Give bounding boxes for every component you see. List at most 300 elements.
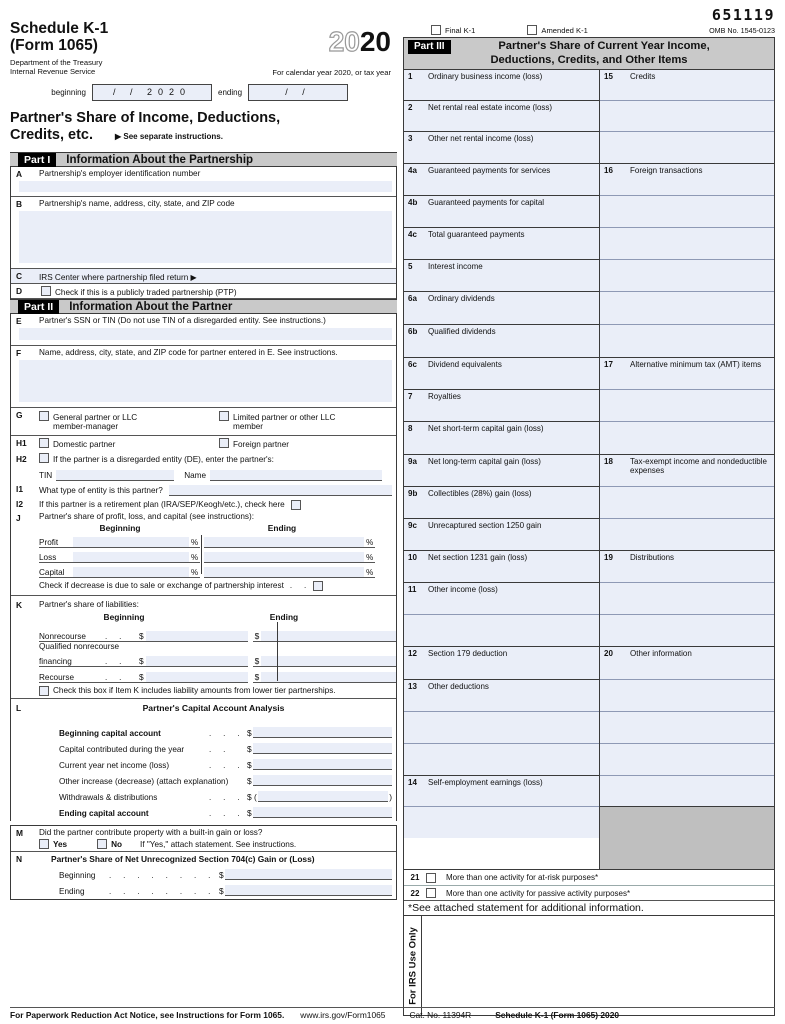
- k-qualified-label-line2: financing: [39, 657, 105, 667]
- main-title-line1: Partner's Share of Income, Deductions,: [10, 109, 281, 126]
- line-17-blank-1[interactable]: [600, 390, 774, 422]
- line-20-cell[interactable]: [600, 647, 774, 680]
- l-row-other-increase: [11, 770, 396, 786]
- k-nonrecourse-row: Nonrecourse . . $ $: [11, 622, 396, 642]
- omb-number: OMB No. 1545-0123: [709, 26, 775, 35]
- field-j-section: [11, 512, 396, 595]
- k-nonrecourse-beginning-input[interactable]: [146, 631, 248, 642]
- j-ending-header: Ending: [267, 523, 297, 534]
- line-20-blank-2[interactable]: [600, 712, 774, 744]
- line-18-cell[interactable]: [600, 455, 774, 487]
- line-20-blank-3[interactable]: [600, 744, 774, 776]
- part3-right-column: [600, 70, 774, 869]
- field-h2-letter: H2: [16, 454, 27, 465]
- field-k-label: Partner's share of liabilities:: [39, 600, 139, 610]
- final-k1-checkbox[interactable]: [431, 25, 441, 35]
- tin-name-row: [11, 468, 396, 483]
- line-18-num: 18: [604, 457, 613, 466]
- ending-date-input[interactable]: / /: [248, 84, 348, 101]
- l-dollar-4: $ (: [247, 792, 257, 803]
- item-22-label: More than one activity for passive activity purposes*: [446, 888, 631, 898]
- l-input-beginning-capital[interactable]: [253, 727, 392, 738]
- line-20-label: Other information: [630, 649, 692, 658]
- irs-url[interactable]: www.irs.gov/Form1065: [300, 1010, 386, 1020]
- field-e-letter: E: [16, 316, 22, 327]
- field-b-input[interactable]: [19, 211, 392, 263]
- j-loss-label: Loss: [39, 553, 73, 563]
- general-partner-checkbox[interactable]: [39, 411, 49, 421]
- k-qualified-row: financing . . $ $: [11, 653, 396, 667]
- beginning-date-input[interactable]: / / 2020: [92, 84, 212, 101]
- line-4c-label: Total guaranteed payments: [428, 230, 525, 239]
- k1-status-checkboxes: [403, 25, 709, 35]
- line-17-num: 17: [604, 360, 613, 369]
- m-no-checkbox[interactable]: [97, 839, 107, 849]
- left-column: [10, 8, 397, 900]
- line-10-num: 10: [408, 553, 417, 562]
- tax-year-hollow: 20: [328, 26, 360, 57]
- l-input-withdrawals[interactable]: [258, 791, 388, 802]
- catalog-number: Cat. No. 11394R: [409, 1010, 472, 1020]
- field-n-row: [11, 852, 396, 899]
- field-l-title: Partner's Capital Account Analysis: [142, 703, 285, 714]
- part1-title: Information About the Partnership: [66, 153, 254, 166]
- line-16-blank-5[interactable]: [600, 325, 774, 358]
- items-21-22-block: [403, 870, 775, 916]
- line-4c-cell[interactable]: [404, 228, 599, 260]
- field-h1-letter: H1: [16, 438, 27, 449]
- line-14-label: Self-employment earnings (loss): [428, 778, 543, 787]
- k-qualified-ending-input[interactable]: [261, 656, 396, 667]
- line-9a-num: 9a: [408, 457, 417, 466]
- line-19-cell[interactable]: [600, 551, 774, 583]
- line-16-num: 16: [604, 166, 613, 175]
- line-8-label: Net short-term capital gain (loss): [428, 424, 544, 433]
- item-21-label: More than one activity for at-risk purposes*: [446, 873, 599, 882]
- line-12-cell[interactable]: [404, 647, 599, 680]
- field-a-label: Partnership's employer identification number: [39, 169, 201, 179]
- n-label-beginning: Beginning: [59, 871, 96, 881]
- field-f-label: Name, address, city, state, and ZIP code for partner entered in E. See instructions.: [39, 348, 338, 358]
- field-g-row: [11, 408, 396, 436]
- h1-option1-label: Domestic partner: [53, 440, 116, 450]
- calendar-year-text: For calendar year 2020, or tax year: [272, 68, 391, 77]
- h1-option2-label: Foreign partner: [233, 440, 289, 450]
- line-19-label: Distributions: [630, 553, 675, 562]
- l-label-4: Withdrawals & distributions: [59, 793, 158, 803]
- disregarded-entity-checkbox[interactable]: [39, 453, 49, 463]
- line-4b-label: Guaranteed payments for capital: [428, 198, 545, 207]
- line-6a-cell[interactable]: [404, 292, 599, 325]
- field-l-letter: L: [16, 703, 22, 714]
- k-recourse-ending-input[interactable]: [261, 672, 396, 683]
- line-1-cell[interactable]: [404, 70, 599, 101]
- line-2-cell[interactable]: [404, 101, 599, 132]
- field-a-letter: A: [16, 169, 23, 180]
- field-g-options: [11, 411, 396, 431]
- j-loss-beginning-pct: %: [191, 553, 199, 563]
- tax-period-row: [10, 84, 397, 101]
- j-capital-label: Capital: [39, 568, 73, 578]
- field-l-section: [11, 699, 396, 821]
- right-column: [403, 8, 775, 1016]
- line-10-cell[interactable]: [404, 551, 599, 583]
- line-6c-num: 6c: [408, 360, 417, 369]
- line-11-num: 11: [408, 585, 417, 594]
- field-j-letter: J: [16, 513, 21, 524]
- line-15-cell[interactable]: [600, 70, 774, 101]
- field-a-input[interactable]: [19, 181, 392, 192]
- line-18-blank-1[interactable]: [600, 487, 774, 519]
- line-14-overflow[interactable]: [404, 807, 599, 838]
- line-14-cell[interactable]: [404, 776, 599, 807]
- l-label-0: Beginning capital account: [59, 729, 161, 739]
- line-16-blank-4[interactable]: [600, 292, 774, 325]
- k-qualified-end-dollar: $: [254, 656, 260, 667]
- j-loss-ending-pct: %: [366, 553, 374, 563]
- part2-title: Information About the Partner: [69, 300, 233, 313]
- form-number: (Form 1065): [10, 37, 98, 55]
- m-yes-checkbox[interactable]: [39, 839, 49, 849]
- irs-shaded-block: [599, 807, 774, 869]
- line-17-label: Alternative minimum tax (AMT) items: [630, 360, 762, 369]
- line-12-num: 12: [408, 649, 417, 658]
- line-14-num: 14: [408, 778, 417, 787]
- l-label-1: Capital contributed during the year: [59, 745, 185, 755]
- field-c-letter: C: [16, 271, 23, 282]
- k-nonrecourse-beg-dollar: $: [139, 631, 144, 642]
- line-19-blank-1[interactable]: [600, 583, 774, 615]
- line-9c-num: 9c: [408, 521, 417, 530]
- k-divider: [277, 622, 278, 681]
- field-e-row: [11, 314, 396, 346]
- j-rows: [11, 533, 396, 578]
- field-b-label: Partnership's name, address, city, state, and ZIP code: [39, 199, 235, 209]
- irs-use-only-text: For IRS Use Only: [407, 926, 418, 1005]
- final-k1-label: Final K-1: [445, 25, 476, 35]
- j-profit-beginning-pct: %: [191, 538, 199, 548]
- part1-tag: Part I: [18, 153, 56, 167]
- amended-k1-label: Amended K-1: [541, 25, 588, 35]
- see-separate-instructions: ▶ See separate instructions.: [115, 131, 223, 141]
- line-4c-num: 4c: [408, 230, 417, 239]
- j-profit-label: Profit: [39, 538, 73, 548]
- item-22-num: 22: [410, 888, 420, 898]
- line-3-cell[interactable]: [404, 132, 599, 164]
- field-d-label: Check if this is a publicly traded partnership (PTP): [55, 288, 237, 298]
- field-h2-content: [11, 453, 396, 464]
- line-16-cell[interactable]: [600, 164, 774, 196]
- line-16-blank-1[interactable]: [600, 196, 774, 228]
- irs-use-only-block: [403, 916, 775, 1016]
- line-5-num: 5: [408, 262, 413, 271]
- schedule-name: Schedule K-1: [10, 20, 109, 37]
- j-column-headers: [11, 523, 396, 533]
- k-nonrecourse-label: Nonrecourse: [39, 632, 105, 642]
- field-e-input[interactable]: [19, 328, 392, 340]
- form-code: 651119: [711, 6, 775, 24]
- k-recourse-row: Recourse . . $ $: [11, 667, 396, 683]
- part2-section: [10, 299, 397, 900]
- j-capital-ending-pct: %: [366, 568, 374, 578]
- field-d-row: [11, 284, 396, 299]
- line-16-label: Foreign transactions: [630, 166, 703, 175]
- domestic-partner-checkbox[interactable]: [39, 438, 49, 448]
- field-b-row: [11, 197, 396, 269]
- item-21-checkbox[interactable]: [426, 873, 436, 883]
- item-22-checkbox[interactable]: [426, 888, 436, 898]
- line-1-num: 1: [408, 72, 413, 81]
- line-19-blank-2[interactable]: [600, 615, 774, 647]
- line-4a-cell[interactable]: [404, 164, 599, 196]
- part3-title-line1: Partner's Share of Current Year Income,: [498, 40, 710, 52]
- k-nonrecourse-end-dollar: $: [254, 631, 260, 642]
- field-n-title: Partner's Share of Net Unrecognized Section 704(c) Gain or (Loss): [51, 854, 315, 865]
- l-rows: [11, 722, 396, 818]
- j-profit-beginning-input[interactable]: [73, 537, 189, 548]
- line-17-cell[interactable]: [600, 358, 774, 390]
- k-ending-header: Ending: [269, 612, 299, 623]
- field-k-section: [11, 596, 396, 698]
- k-nonrecourse-ending-input[interactable]: [261, 631, 396, 642]
- line-20-num: 20: [604, 649, 613, 658]
- line-17-blank-2[interactable]: [600, 422, 774, 455]
- ptp-checkbox[interactable]: [41, 286, 51, 296]
- g-option1-line2: member-manager: [53, 422, 119, 432]
- field-n-letter: N: [16, 854, 23, 865]
- field-c-text: IRS Center where partnership filed return: [39, 273, 189, 283]
- line-15-label: Credits: [630, 72, 656, 81]
- line-10-label: Net section 1231 gain (loss): [428, 553, 528, 562]
- j-capital-beginning-input[interactable]: [73, 567, 189, 578]
- part3-header: [403, 37, 775, 70]
- line-9b-cell[interactable]: [404, 487, 599, 519]
- line-15-blank-1[interactable]: [600, 101, 774, 132]
- l-row-ending-capital: Ending capital account . . . $: [11, 802, 396, 818]
- line-8-cell[interactable]: [404, 422, 599, 455]
- part3-title-line2: Deductions, Credits, and Other Items: [490, 54, 688, 66]
- item-22-row: [404, 885, 774, 900]
- line-6a-num: 6a: [408, 294, 417, 303]
- l-dollar-5: $: [247, 808, 252, 819]
- line-6c-cell[interactable]: [404, 358, 599, 390]
- form-top-area: [10, 8, 775, 1016]
- l-dollar-0: $: [247, 728, 252, 739]
- n-row-ending: Ending . . . . . . . . $: [11, 880, 396, 896]
- field-i2-letter: I2: [16, 499, 23, 510]
- field-h2-label: If the partner is a disregarded entity (DE), enter the partner's:: [53, 455, 274, 465]
- line-5-label: Interest income: [428, 262, 483, 271]
- l-dollar-1: $: [247, 744, 252, 755]
- line-9c-cell[interactable]: [404, 519, 599, 551]
- j-loss-ending-input[interactable]: [204, 552, 364, 563]
- k-column-headers: [11, 612, 396, 622]
- l-dollar-2: $: [247, 760, 252, 771]
- part2-body: [10, 314, 397, 821]
- k-recourse-beginning-input[interactable]: [146, 672, 248, 683]
- line-4a-num: 4a: [408, 166, 417, 175]
- main-title-line2-text: Credits, etc.: [10, 126, 93, 143]
- limited-partner-checkbox[interactable]: [219, 411, 229, 421]
- field-h2-row: [11, 452, 396, 468]
- field-f-input[interactable]: [19, 360, 392, 402]
- part2-header: [10, 299, 397, 314]
- l-input-other-increase[interactable]: [253, 775, 392, 786]
- field-i1-row: [11, 483, 396, 497]
- j-loss-beginning-input[interactable]: [73, 552, 189, 563]
- item-21-num: 21: [410, 873, 420, 882]
- line-7-cell[interactable]: [404, 390, 599, 422]
- line-6b-num: 6b: [408, 327, 418, 336]
- line-6b-label: Qualified dividends: [428, 327, 496, 336]
- n-dollar-beginning: $: [219, 870, 224, 881]
- line-13-num: 13: [408, 682, 417, 691]
- footer-form-name: Schedule K-1 (Form 1065) 2020: [495, 1010, 620, 1020]
- line-20-blank-1[interactable]: [600, 680, 774, 712]
- line-7-label: Royalties: [428, 392, 461, 401]
- h1-option-foreign[interactable]: [219, 438, 289, 449]
- line-9a-label: Net long-term capital gain (loss): [428, 457, 541, 466]
- l-row-beginning-capital: Beginning capital account . . . $: [11, 722, 396, 738]
- m-yes-label: Yes: [53, 839, 68, 849]
- line-9a-cell[interactable]: [404, 455, 599, 487]
- foreign-partner-checkbox[interactable]: [219, 438, 229, 448]
- ending-label: ending: [218, 87, 243, 97]
- n-label-ending: Ending: [59, 887, 85, 897]
- see-instructions-text: See separate instructions.: [123, 131, 223, 141]
- line-20-blank-4[interactable]: [600, 776, 774, 807]
- field-i2-row: [11, 497, 396, 512]
- line-8-num: 8: [408, 424, 413, 433]
- tax-year-display: [329, 28, 391, 56]
- decrease-sale-exchange-checkbox[interactable]: [313, 581, 323, 591]
- main-title-line2: [10, 127, 397, 144]
- k-lowertier-row: [11, 683, 396, 698]
- field-j-label: Partner's share of profit, loss, and capital (see instructions):: [39, 512, 254, 522]
- n-input-beginning[interactable]: [225, 869, 392, 880]
- lower-tier-partnerships-checkbox[interactable]: [39, 686, 49, 696]
- n-row-beginning: Beginning . . . . . . . . $: [11, 864, 396, 880]
- field-h1-options: [11, 438, 396, 449]
- l-input-ending-capital[interactable]: [253, 807, 392, 818]
- j-decrease-label: Check if decrease is due to sale or exchange of partnership interest: [39, 581, 284, 591]
- retirement-plan-checkbox[interactable]: [291, 500, 301, 510]
- field-k-letter: K: [16, 600, 23, 611]
- j-decrease-row: Check if decrease is due to sale or exchange of partnership interest . .: [11, 578, 396, 593]
- j-divider: [201, 535, 202, 574]
- k-recourse-beg-dollar: $: [139, 672, 144, 683]
- k-qualified-beginning-input[interactable]: [146, 656, 248, 667]
- j-loss-row: [11, 548, 396, 563]
- l-dollar-3: $: [247, 776, 252, 787]
- field-m-letter: M: [16, 828, 23, 839]
- field-c-row[interactable]: [11, 269, 396, 284]
- n-input-ending[interactable]: [225, 885, 392, 896]
- line-2-num: 2: [408, 103, 413, 112]
- line-4a-label: Guaranteed payments for services: [428, 166, 551, 175]
- j-capital-ending-input[interactable]: [204, 567, 364, 578]
- n-dollar-ending: $: [219, 886, 224, 897]
- l-row-capital-contributed: Capital contributed during the year . . $: [11, 738, 396, 754]
- department-line1: Department of the Treasury: [10, 57, 103, 67]
- see-attached-statement: *See attached statement for additional information.: [404, 900, 774, 915]
- irs-use-only-label-strip: [404, 916, 422, 1015]
- de-name-input[interactable]: [210, 470, 382, 481]
- line-3-label: Other net rental income (loss): [428, 134, 534, 143]
- part3-tag: Part III: [408, 40, 451, 54]
- field-f-letter: F: [16, 348, 22, 359]
- line-9c-label: Unrecaptured section 1250 gain: [428, 521, 542, 530]
- line-3-num: 3: [408, 134, 413, 143]
- l-input-current-year-income[interactable]: [253, 759, 392, 770]
- beginning-label: beginning: [51, 87, 86, 97]
- l-label-5: Ending capital account: [59, 809, 149, 819]
- part1-body: [10, 167, 397, 299]
- j-profit-ending-pct: %: [366, 538, 374, 548]
- k-qualified-label-line1: Qualified nonrecourse: [39, 642, 120, 652]
- line-13-overflow-1[interactable]: [404, 712, 599, 744]
- line-18-blank-2[interactable]: [600, 519, 774, 551]
- entity-type-input[interactable]: [169, 485, 392, 496]
- k-rows: [11, 622, 396, 683]
- line-5-cell[interactable]: [404, 260, 599, 292]
- k-qualified-beg-dollar: $: [139, 656, 144, 667]
- field-e-label: Partner's SSN or TIN (Do not use TIN of a disregarded entity. See instructions.): [39, 316, 326, 326]
- line-12-label: Section 179 deduction: [428, 649, 508, 658]
- line-13-cell[interactable]: [404, 680, 599, 712]
- main-title: [10, 110, 397, 143]
- g-option2-line2: member: [233, 422, 264, 432]
- line-15-blank-2[interactable]: [600, 132, 774, 164]
- line-11-cell[interactable]: [404, 583, 599, 615]
- field-h1-row: [11, 436, 396, 452]
- k-recourse-label: Recourse: [39, 673, 105, 683]
- field-d-letter: D: [16, 286, 23, 297]
- field-mn-block: [10, 825, 397, 900]
- field-d-content: [11, 284, 396, 297]
- line-16-blank-2[interactable]: [600, 228, 774, 260]
- part3-grid: [403, 70, 775, 870]
- line-13-label: Other deductions: [428, 682, 489, 691]
- l-row-current-year-income: Current year net income (loss) . . . $: [11, 754, 396, 770]
- line-6b-cell[interactable]: [404, 325, 599, 358]
- line-6a-label: Ordinary dividends: [428, 294, 495, 303]
- j-profit-ending-input[interactable]: [204, 537, 364, 548]
- m-note: If "Yes," attach statement. See instructions.: [140, 839, 297, 849]
- g-option-limited[interactable]: [219, 411, 335, 431]
- line-11-overflow-cell[interactable]: [404, 615, 599, 647]
- line-4b-cell[interactable]: [404, 196, 599, 228]
- h1-option-domestic[interactable]: [39, 438, 219, 449]
- l-input-capital-contributed[interactable]: [253, 743, 392, 754]
- field-i1-letter: I1: [16, 484, 23, 495]
- tin-input[interactable]: [56, 470, 174, 481]
- j-capital-beginning-pct: %: [191, 568, 199, 578]
- field-m-row: [11, 826, 396, 852]
- part1-section: [10, 152, 397, 299]
- department-line2: Internal Revenue Service: [10, 66, 96, 76]
- amended-k1-checkbox[interactable]: [527, 25, 537, 35]
- name-label: Name: [184, 471, 207, 481]
- line-9b-label: Collectibles (28%) gain (loss): [428, 489, 532, 498]
- line-18-label: Tax-exempt income and nondeductible expenses: [630, 457, 767, 476]
- l-paren-close: ): [389, 792, 392, 803]
- line-16-blank-3[interactable]: [600, 260, 774, 292]
- line-13-overflow-2[interactable]: [404, 744, 599, 776]
- field-g-letter: G: [16, 410, 23, 421]
- field-i1-label: What type of entity is this partner?: [39, 485, 163, 495]
- g-option-general[interactable]: [39, 411, 219, 431]
